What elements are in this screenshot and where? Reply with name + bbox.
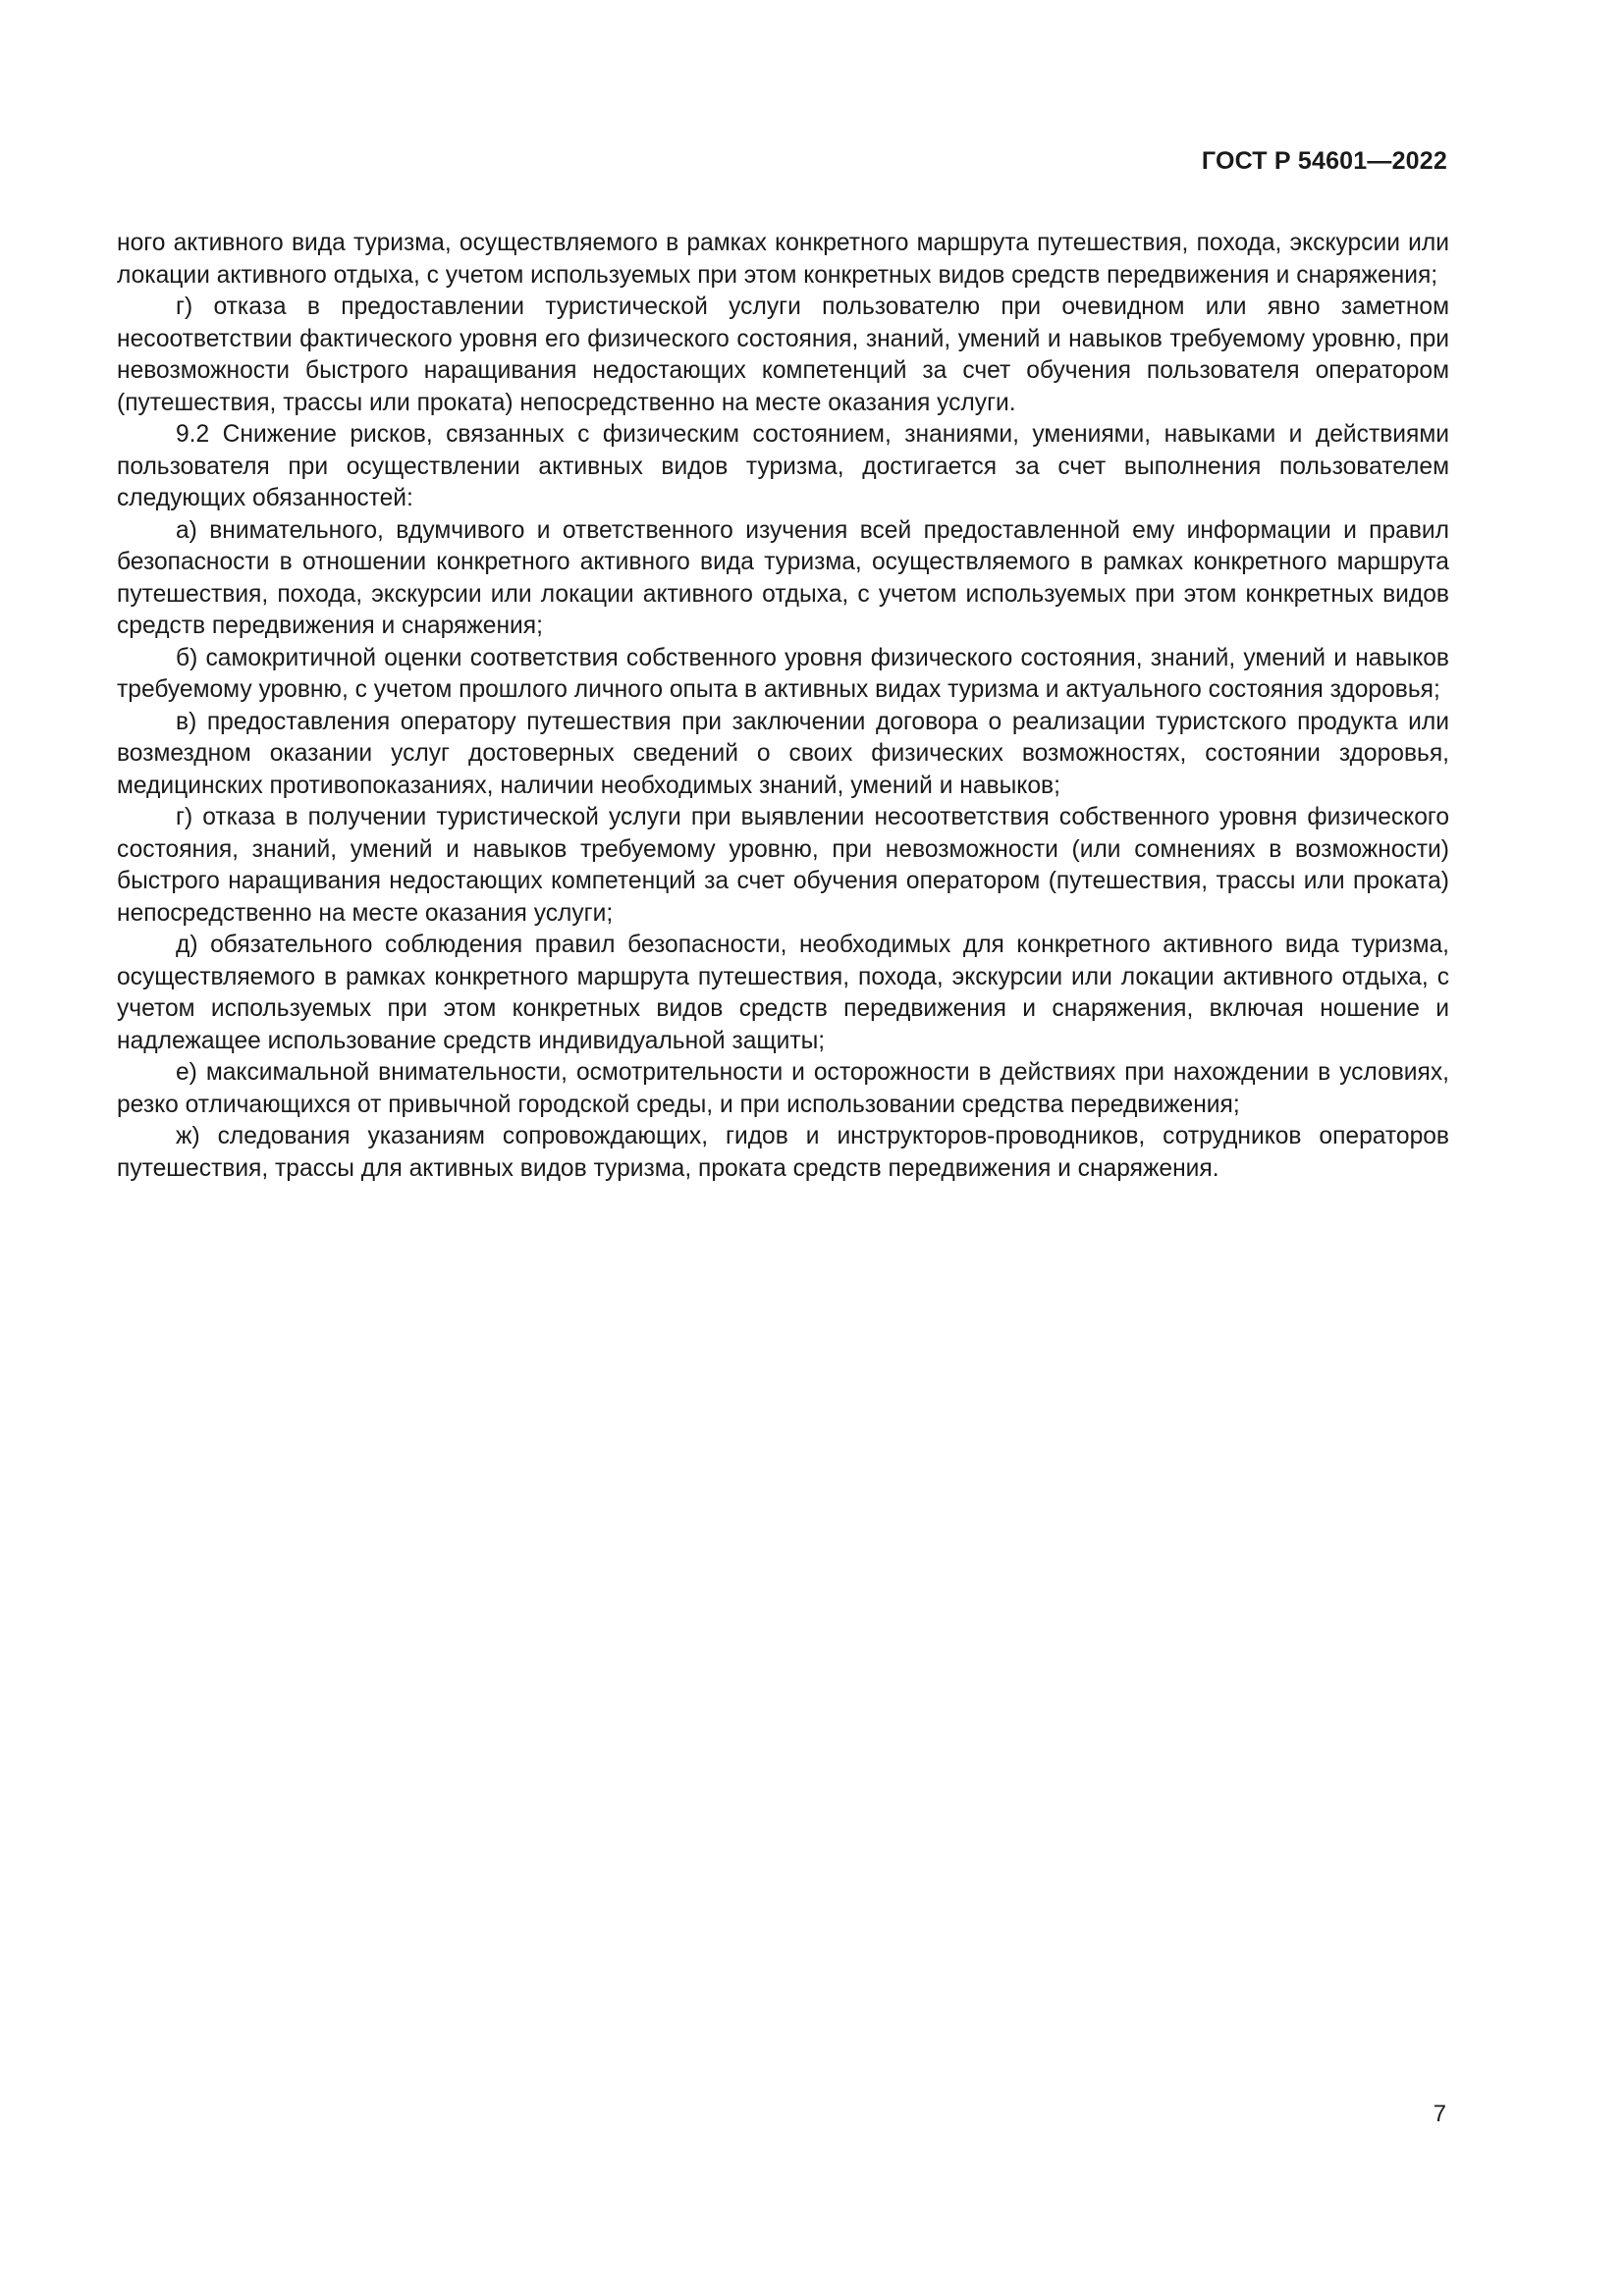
paragraph-item-g: г) отказа в получении туристической услуги при выявлении несоответствия собственного уровня физического состояния, знаний, умений и навыков требуемому уровню, при невозможности (или сомнениях в возможности) быстрого наращивания недостающих компетенций за счет обучения оператором (путешествия, трассы или проката) непосредственно на месте оказания услуги; [117,804,1449,927]
paragraph-item-zh: ж) следования указаниям сопровождающих, гидов и инструкторов-проводников, сотрудников операторов путешествия, трассы для активных видов туризма, проката средств передвижения и снаряжения. [117,1123,1449,1182]
paragraph-item-v: в) предоставления оператору путешествия при заключении договора о реализации туристского продукта или возмездном оказании услуг достоверных сведений о своих физических возможностях, состоянии здоровья, медицинских противопоказаниях, наличии необходимых знаний, умений и навыков; [117,708,1449,799]
paragraph-item-e: е) максимальной внимательности, осмотрительности и осторожности в действиях при нахождении в условиях, резко отличающихся от привычной городской среды, и при использовании средства передвижения; [117,1059,1449,1118]
paragraph-item-g-provider: г) отказа в предоставлении туристической услуги пользователю при очевидном или явно заметном несоответствии фактического уровня его физического состояния, знаний, умений и навыков требуемому уровню, при невозможности быстрого наращивания недостающих компетенций за счет обучения пользователя оператором (путешествия, трассы или проката) непосредственно на месте оказания услуги. [117,294,1449,416]
document-id-header: ГОСТ Р 54601—2022 [1201,147,1447,175]
document-body [117,228,1449,1185]
paragraph-continuation: ного активного вида туризма, осуществляемого в рамках конкретного маршрута путешествия, похода, экскурсии или локации активного отдыха, с учетом используемых при этом конкретных видов средств передвижения и снаряжения; [117,230,1449,289]
paragraph-item-b: б) самокритичной оценки соответствия собственного уровня физического состояния, знаний, умений и навыков требуемому уровню, с учетом прошлого личного опыта в активных видах туризма и актуального состояния здоровья; [117,644,1449,703]
page-number: 7 [1433,2101,1446,2127]
paragraph-item-a: а) внимательного, вдумчивого и ответственного изучения всей предоставленной ему информации и правил безопасности в отношении конкретного активного вида туризма, осуществляемого в рамках конкретного маршрута путешествия, похода, экскурсии или локации активного отдыха, с учетом используемых при этом конкретных видов средств передвижения и снаряжения; [117,516,1449,639]
paragraph-item-d: д) обязательного соблюдения правил безопасности, необходимых для конкретного активного вида туризма, осуществляемого в рамках конкретного маршрута путешествия, похода, экскурсии или локации активного отдыха, с учетом используемых при этом конкретных видов средств передвижения и снаряжения, включая ношение и надлежащее использование средств индивидуальной защиты; [117,932,1449,1054]
paragraph-section-9-2: 9.2 Снижение рисков, связанных с физическим состоянием, знаниями, умениями, навыками и действиями пользователя при осуществлении активных видов туризма, достигается за счет выполнения пользователем следующих обязанностей: [117,421,1449,511]
